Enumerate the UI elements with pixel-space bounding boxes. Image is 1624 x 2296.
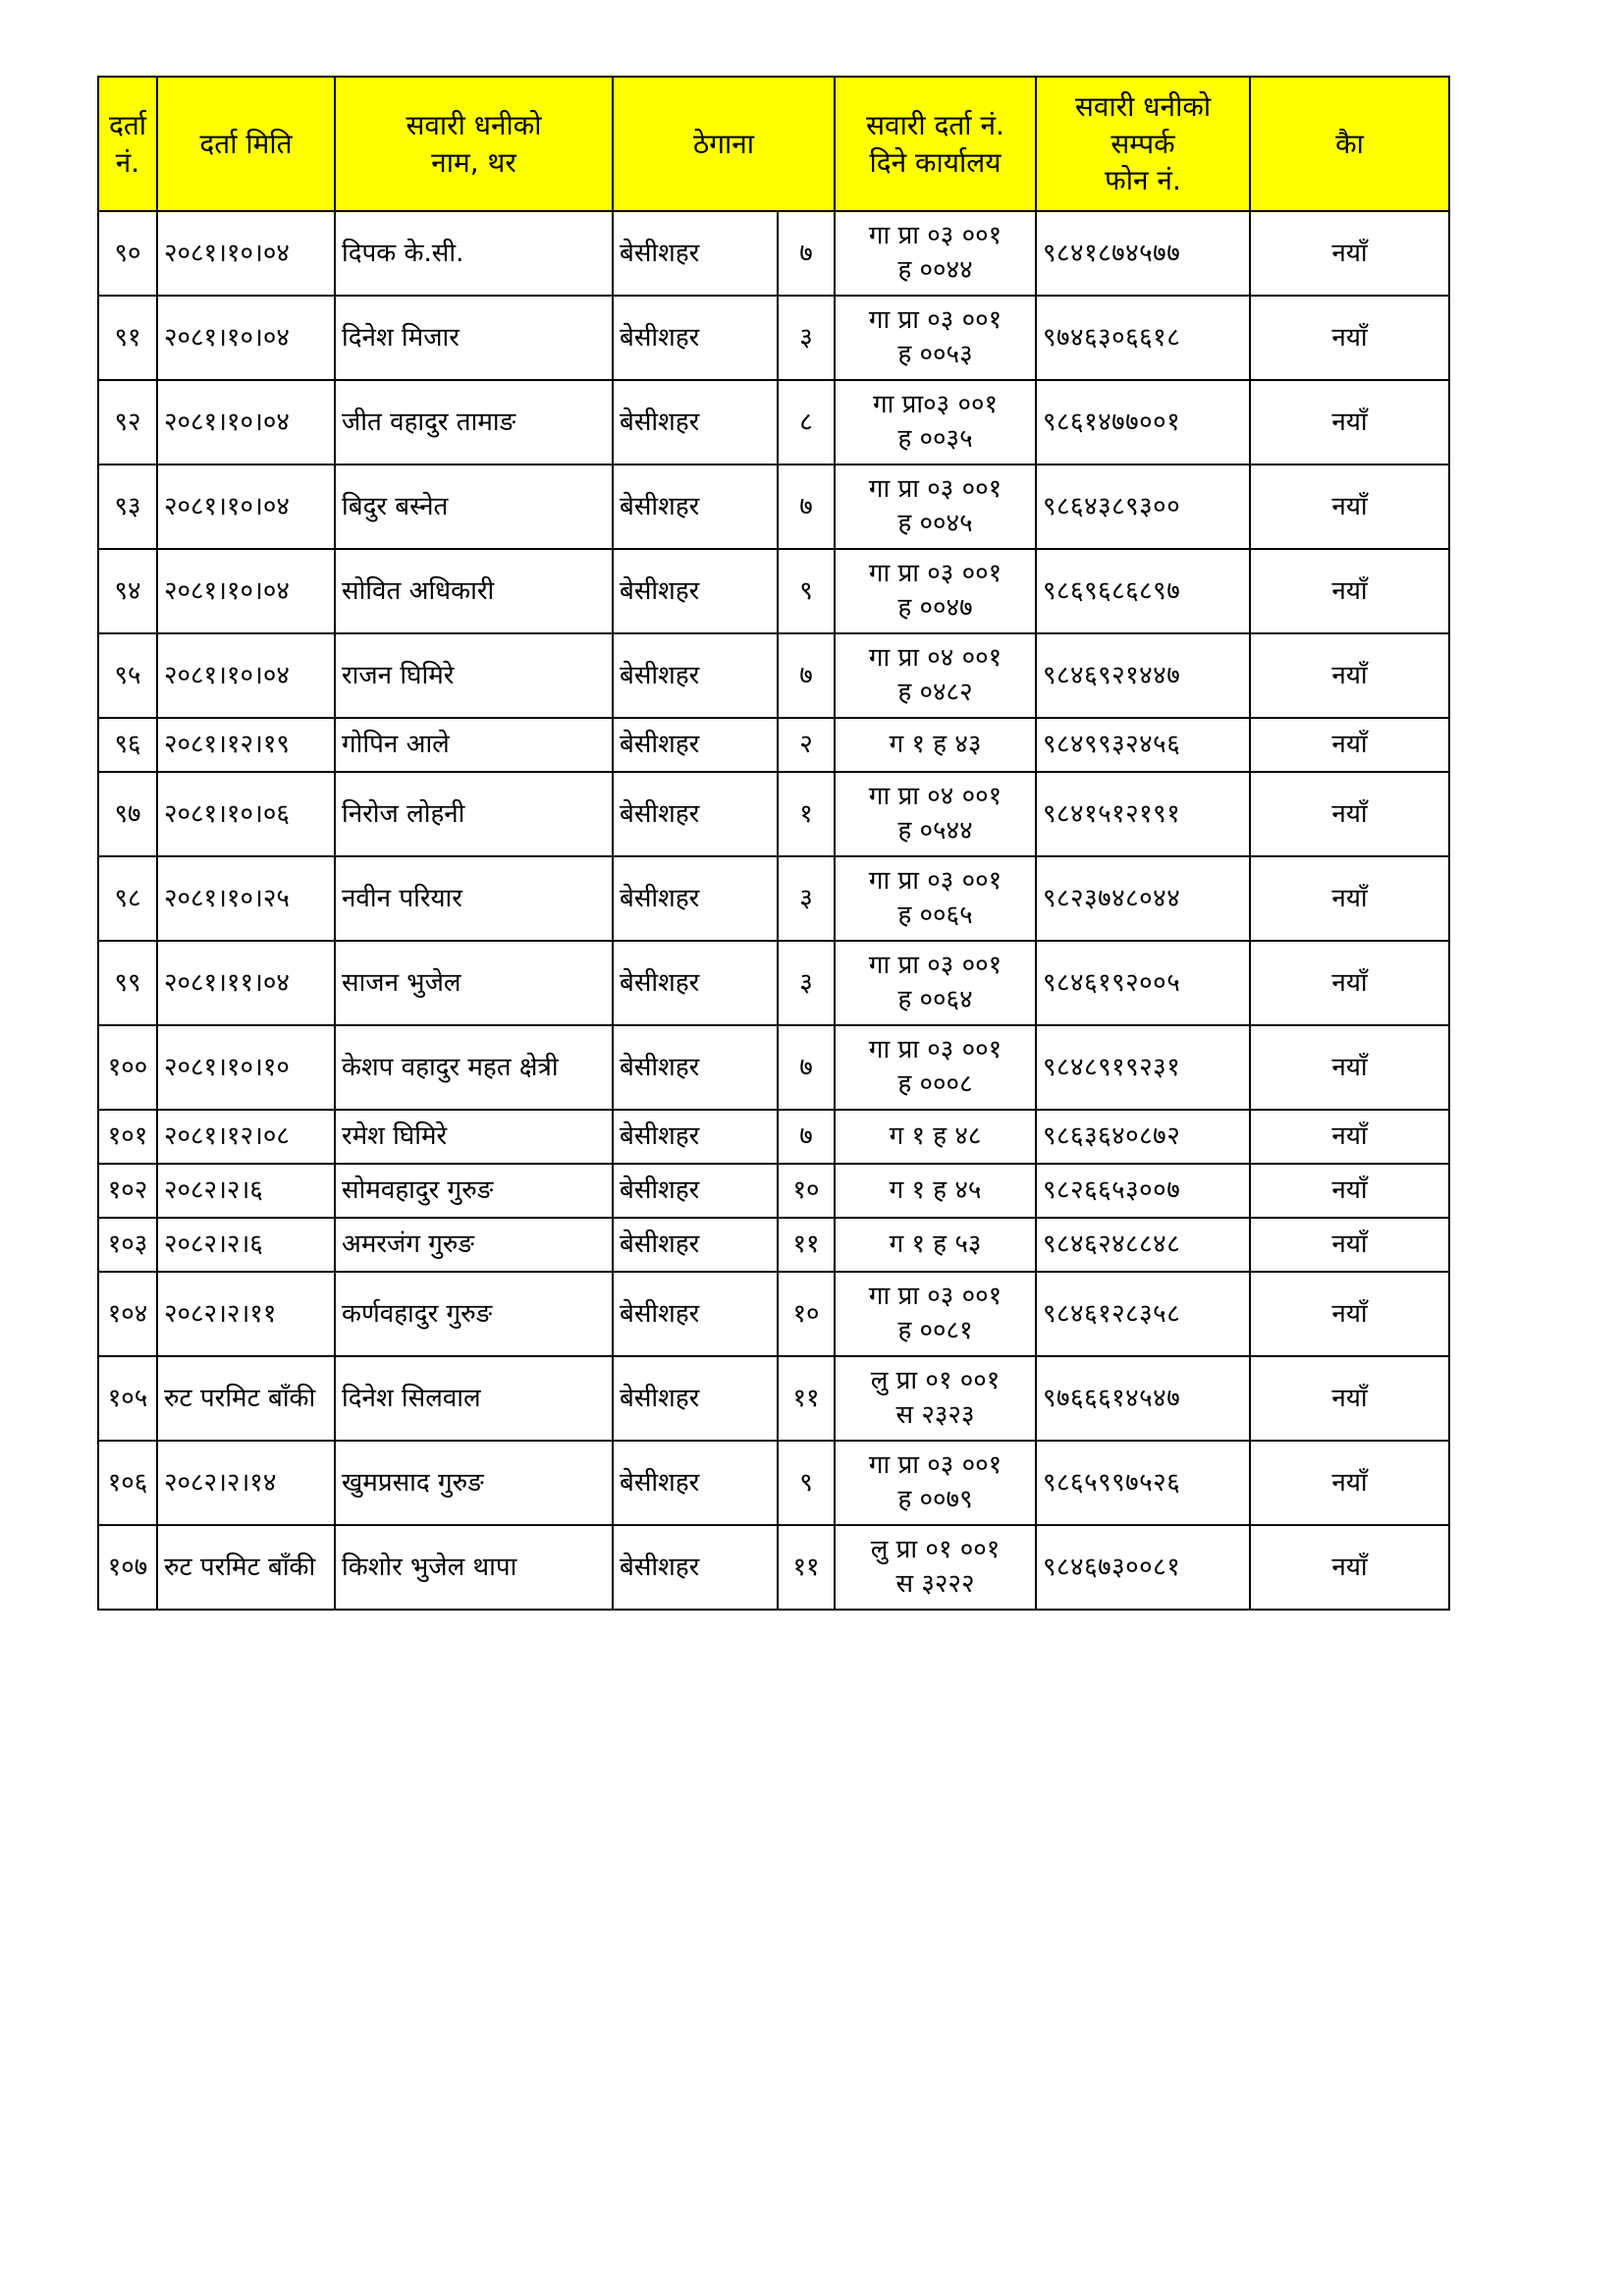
ward-number-cell: ११ xyxy=(778,1218,835,1272)
office-line: ह ००७९ xyxy=(897,1485,973,1514)
registration-office-cell xyxy=(835,211,1036,296)
registration-date-cell: २०८२।२।११ xyxy=(157,1272,335,1356)
table-row xyxy=(98,1525,1449,1610)
owner-name-cell: राजन घिमिरे xyxy=(335,633,613,718)
serial-number-cell: १०३ xyxy=(98,1218,157,1272)
ward-number-cell: १० xyxy=(778,1272,835,1356)
ward-number-cell: ७ xyxy=(778,633,835,718)
phone-number-cell: ९८४६९२१४४७ xyxy=(1036,633,1250,718)
office-line: लु प्रा ०१ ००१ xyxy=(870,1365,1001,1395)
remarks-cell: नयाँ xyxy=(1250,1356,1449,1441)
office-line: ह ००४४ xyxy=(897,255,973,285)
phone-number-cell: ९८४९९३२४५६ xyxy=(1036,718,1250,772)
owner-name-cell: सोवित अधिकारी xyxy=(335,549,613,633)
owner-name-cell: सोमवहादुर गुरुङ xyxy=(335,1164,613,1218)
registration-date-cell: २०८१।१२।०८ xyxy=(157,1110,335,1164)
table-row xyxy=(98,380,1449,465)
table-body xyxy=(98,211,1449,1610)
serial-number-cell: १०६ xyxy=(98,1441,157,1525)
address-cell: बेसीशहर xyxy=(613,941,778,1025)
owner-name-cell: बिदुर बस्नेत xyxy=(335,465,613,549)
phone-number-cell: ९८६४३८९३०० xyxy=(1036,465,1250,549)
office-line: ह ००६५ xyxy=(897,901,973,930)
registration-date-cell: रुट परमिट बाँकी xyxy=(157,1356,335,1441)
registration-date-cell: २०८१।१०।०४ xyxy=(157,465,335,549)
remarks-cell: नयाँ xyxy=(1250,1110,1449,1164)
office-line: ग १ ह ५३ xyxy=(889,1229,982,1259)
registration-date-cell: २०८१।१०।०६ xyxy=(157,772,335,856)
office-line: गा प्रा ०३ ००१ xyxy=(868,304,1002,335)
table-row xyxy=(98,941,1449,1025)
phone-number-cell: ९८४६१२८३५८ xyxy=(1036,1272,1250,1356)
table-row xyxy=(98,1441,1449,1525)
owner-name-cell: दिपक के.सी. xyxy=(335,211,613,296)
office-line: ह ००८१ xyxy=(897,1316,973,1345)
remarks-cell: नयाँ xyxy=(1250,549,1449,633)
registration-office-cell xyxy=(835,1272,1036,1356)
serial-number-cell: ९५ xyxy=(98,633,157,718)
ward-number-cell: ११ xyxy=(778,1525,835,1610)
registration-office-cell xyxy=(835,1025,1036,1110)
office-line: ह ००४५ xyxy=(897,509,973,538)
office-line: ग १ ह ४८ xyxy=(889,1121,982,1151)
registration-date-cell: २०८१।१०।०४ xyxy=(157,549,335,633)
serial-number-cell: १०० xyxy=(98,1025,157,1110)
office-line: गा प्रा ०३ ००१ xyxy=(868,1281,1002,1311)
ward-number-cell: ७ xyxy=(778,211,835,296)
remarks-cell: नयाँ xyxy=(1250,380,1449,465)
owner-name-cell: साजन भुजेल xyxy=(335,941,613,1025)
registration-date-cell: २०८१।१२।१९ xyxy=(157,718,335,772)
registration-office-cell xyxy=(835,941,1036,1025)
ward-number-cell: २ xyxy=(778,718,835,772)
registration-office-cell xyxy=(835,1525,1036,1610)
serial-number-cell: ९० xyxy=(98,211,157,296)
ward-number-cell: ९ xyxy=(778,1441,835,1525)
office-line: ग १ ह ४३ xyxy=(889,729,982,759)
phone-number-cell: ९८६९६८६८९७ xyxy=(1036,549,1250,633)
address-cell: बेसीशहर xyxy=(613,549,778,633)
phone-number-cell: ९८६३६४०८७२ xyxy=(1036,1110,1250,1164)
registration-office-cell xyxy=(835,1218,1036,1272)
table-header xyxy=(98,77,1449,211)
registration-office-cell xyxy=(835,633,1036,718)
remarks-cell: नयाँ xyxy=(1250,1025,1449,1110)
ward-number-cell: ९ xyxy=(778,549,835,633)
phone-number-cell: ९८२६६५३००७ xyxy=(1036,1164,1250,1218)
serial-number-cell: ९१ xyxy=(98,296,157,380)
office-line: गा प्रा ०३ ००१ xyxy=(868,220,1002,250)
phone-number-cell: ९७६६६१४५४७ xyxy=(1036,1356,1250,1441)
office-line: स ३२२२ xyxy=(895,1569,975,1599)
remarks-cell: नयाँ xyxy=(1250,465,1449,549)
registration-date-cell: २०८२।२।६ xyxy=(157,1164,335,1218)
address-cell: बेसीशहर xyxy=(613,772,778,856)
address-cell: बेसीशहर xyxy=(613,465,778,549)
table-row xyxy=(98,772,1449,856)
office-line: गा प्रा ०३ ००१ xyxy=(868,1449,1002,1480)
address-cell: बेसीशहर xyxy=(613,718,778,772)
registration-office-cell xyxy=(835,1164,1036,1218)
ward-number-cell: ३ xyxy=(778,856,835,941)
phone-number-cell: ९८४८९१९२३१ xyxy=(1036,1025,1250,1110)
phone-number-cell: ९८४६२४८८४८ xyxy=(1036,1218,1250,1272)
remarks-cell: नयाँ xyxy=(1250,1218,1449,1272)
registration-date-cell: २०८१।११।०४ xyxy=(157,941,335,1025)
ward-number-cell: ३ xyxy=(778,941,835,1025)
registration-office-cell xyxy=(835,1441,1036,1525)
registration-date-cell: २०८१।१०।०४ xyxy=(157,633,335,718)
registration-date-cell: २०८२।२।१४ xyxy=(157,1441,335,1525)
phone-number-cell: ९८४६७३००८१ xyxy=(1036,1525,1250,1610)
phone-number-cell: ९८४६१९२००५ xyxy=(1036,941,1250,1025)
office-line: ह ०५४४ xyxy=(897,816,973,846)
office-line: गा प्रा ०४ ००१ xyxy=(868,781,1002,811)
phone-number-cell: ९७४६३०६६१८ xyxy=(1036,296,1250,380)
address-cell: बेसीशहर xyxy=(613,1110,778,1164)
vehicle-registration-table xyxy=(97,76,1450,1611)
ward-number-cell: १० xyxy=(778,1164,835,1218)
office-line: गा प्रा०३ ००१ xyxy=(873,389,999,419)
registration-date-cell: २०८२।२।६ xyxy=(157,1218,335,1272)
table-row xyxy=(98,1218,1449,1272)
owner-name-cell: किशोर भुजेल थापा xyxy=(335,1525,613,1610)
registration-office-cell xyxy=(835,380,1036,465)
office-line: गा प्रा ०३ ००१ xyxy=(868,558,1002,588)
ward-number-cell: ७ xyxy=(778,1025,835,1110)
office-line: गा प्रा ०३ ००१ xyxy=(868,865,1002,896)
serial-number-cell: १०५ xyxy=(98,1356,157,1441)
table-row xyxy=(98,1272,1449,1356)
phone-number-cell: ९८२३७४८०४४ xyxy=(1036,856,1250,941)
serial-number-cell: ९६ xyxy=(98,718,157,772)
remarks-cell: नयाँ xyxy=(1250,772,1449,856)
address-cell: बेसीशहर xyxy=(613,1025,778,1110)
owner-name-cell: केशप वहादुर महत क्षेत्री xyxy=(335,1025,613,1110)
office-line: ह ००५३ xyxy=(897,340,973,369)
phone-number-cell: ९८४१८७४५७७ xyxy=(1036,211,1250,296)
office-line: गा प्रा ०३ ००१ xyxy=(868,473,1002,504)
office-line: स २३२३ xyxy=(895,1400,975,1430)
office-line: गा प्रा ०४ ००१ xyxy=(868,642,1002,673)
registration-date-cell: २०८१।१०।२५ xyxy=(157,856,335,941)
remarks-cell: नयाँ xyxy=(1250,211,1449,296)
owner-name-cell: अमरजंग गुरुङ xyxy=(335,1218,613,1272)
registration-office-cell xyxy=(835,1110,1036,1164)
table-row xyxy=(98,856,1449,941)
owner-name-cell: रमेश घिमिरे xyxy=(335,1110,613,1164)
serial-number-cell: ९९ xyxy=(98,941,157,1025)
registration-office-cell xyxy=(835,465,1036,549)
address-cell: बेसीशहर xyxy=(613,1356,778,1441)
header-address: ठेगाना xyxy=(613,77,835,211)
address-cell: बेसीशहर xyxy=(613,211,778,296)
owner-name-cell: खुमप्रसाद गुरुङ xyxy=(335,1441,613,1525)
header-owner-name: सवारी धनीको नाम, थर xyxy=(335,77,613,211)
serial-number-cell: १०४ xyxy=(98,1272,157,1356)
address-cell: बेसीशहर xyxy=(613,296,778,380)
owner-name-cell: नवीन परियार xyxy=(335,856,613,941)
remarks-cell: नयाँ xyxy=(1250,1272,1449,1356)
serial-number-cell: ९८ xyxy=(98,856,157,941)
serial-number-cell: १०१ xyxy=(98,1110,157,1164)
table-row xyxy=(98,296,1449,380)
address-cell: बेसीशहर xyxy=(613,1272,778,1356)
registration-office-cell xyxy=(835,772,1036,856)
ward-number-cell: ७ xyxy=(778,1110,835,1164)
address-cell: बेसीशहर xyxy=(613,1164,778,1218)
address-cell: बेसीशहर xyxy=(613,633,778,718)
address-cell: बेसीशहर xyxy=(613,1525,778,1610)
header-registration-office: सवारी दर्ता नं. दिने कार्यालय xyxy=(835,77,1036,211)
phone-number-cell: ९८६५९९७५२६ xyxy=(1036,1441,1250,1525)
remarks-cell: नयाँ xyxy=(1250,1441,1449,1525)
registration-office-cell xyxy=(835,549,1036,633)
table-row xyxy=(98,549,1449,633)
registration-office-cell xyxy=(835,1356,1036,1441)
office-line: ह ०००८ xyxy=(897,1069,973,1099)
owner-name-cell: दिनेश सिलवाल xyxy=(335,1356,613,1441)
serial-number-cell: ९४ xyxy=(98,549,157,633)
address-cell: बेसीशहर xyxy=(613,1218,778,1272)
header-remarks: कैा xyxy=(1250,77,1449,211)
office-line: ह ००३५ xyxy=(897,424,973,454)
registration-office-cell xyxy=(835,856,1036,941)
registration-date-cell: २०८१।१०।१० xyxy=(157,1025,335,1110)
owner-name-cell: कर्णवहादुर गुरुङ xyxy=(335,1272,613,1356)
office-line: ह ००६४ xyxy=(897,985,973,1014)
ward-number-cell: ७ xyxy=(778,465,835,549)
registration-office-cell xyxy=(835,718,1036,772)
owner-name-cell: जीत वहादुर तामाङ xyxy=(335,380,613,465)
remarks-cell: नयाँ xyxy=(1250,633,1449,718)
registration-office-cell xyxy=(835,296,1036,380)
address-cell: बेसीशहर xyxy=(613,380,778,465)
office-line: गा प्रा ०३ ००१ xyxy=(868,1034,1002,1065)
ward-number-cell: ८ xyxy=(778,380,835,465)
table-row xyxy=(98,633,1449,718)
remarks-cell: नयाँ xyxy=(1250,856,1449,941)
office-line: लु प्रा ०१ ००१ xyxy=(870,1534,1001,1564)
owner-name-cell: गोपिन आले xyxy=(335,718,613,772)
table-row xyxy=(98,718,1449,772)
table-row xyxy=(98,211,1449,296)
serial-number-cell: ९२ xyxy=(98,380,157,465)
office-line: ह ०४८२ xyxy=(897,678,973,707)
office-line: ह ००४७ xyxy=(897,593,973,623)
owner-name-cell: दिनेश मिजार xyxy=(335,296,613,380)
owner-name-cell: निरोज लोहनी xyxy=(335,772,613,856)
serial-number-cell: १०२ xyxy=(98,1164,157,1218)
address-cell: बेसीशहर xyxy=(613,1441,778,1525)
serial-number-cell: ९३ xyxy=(98,465,157,549)
header-row xyxy=(98,77,1449,211)
phone-number-cell: ९८६१४७७००१ xyxy=(1036,380,1250,465)
ward-number-cell: १ xyxy=(778,772,835,856)
registration-date-cell: २०८१।१०।०४ xyxy=(157,380,335,465)
office-line: ग १ ह ४५ xyxy=(889,1175,982,1205)
serial-number-cell: १०७ xyxy=(98,1525,157,1610)
serial-number-cell: ९७ xyxy=(98,772,157,856)
remarks-cell: नयाँ xyxy=(1250,1164,1449,1218)
table-row xyxy=(98,465,1449,549)
remarks-cell: नयाँ xyxy=(1250,296,1449,380)
header-owner-phone: सवारी धनीको सम्पर्क फोन नं. xyxy=(1036,77,1250,211)
remarks-cell: नयाँ xyxy=(1250,718,1449,772)
remarks-cell: नयाँ xyxy=(1250,941,1449,1025)
header-registration-date: दर्ता मिति xyxy=(157,77,335,211)
registration-date-cell: रुट परमिट बाँकी xyxy=(157,1525,335,1610)
header-serial-number: दर्ता नं. xyxy=(98,77,157,211)
table-row xyxy=(98,1110,1449,1164)
registration-date-cell: २०८१।१०।०४ xyxy=(157,211,335,296)
phone-number-cell: ९८४१५१२१९१ xyxy=(1036,772,1250,856)
address-cell: बेसीशहर xyxy=(613,856,778,941)
table-row xyxy=(98,1164,1449,1218)
remarks-cell: नयाँ xyxy=(1250,1525,1449,1610)
office-line: गा प्रा ०३ ००१ xyxy=(868,950,1002,980)
table-row xyxy=(98,1025,1449,1110)
table-row xyxy=(98,1356,1449,1441)
ward-number-cell: ३ xyxy=(778,296,835,380)
registration-date-cell: २०८१।१०।०४ xyxy=(157,296,335,380)
ward-number-cell: ११ xyxy=(778,1356,835,1441)
